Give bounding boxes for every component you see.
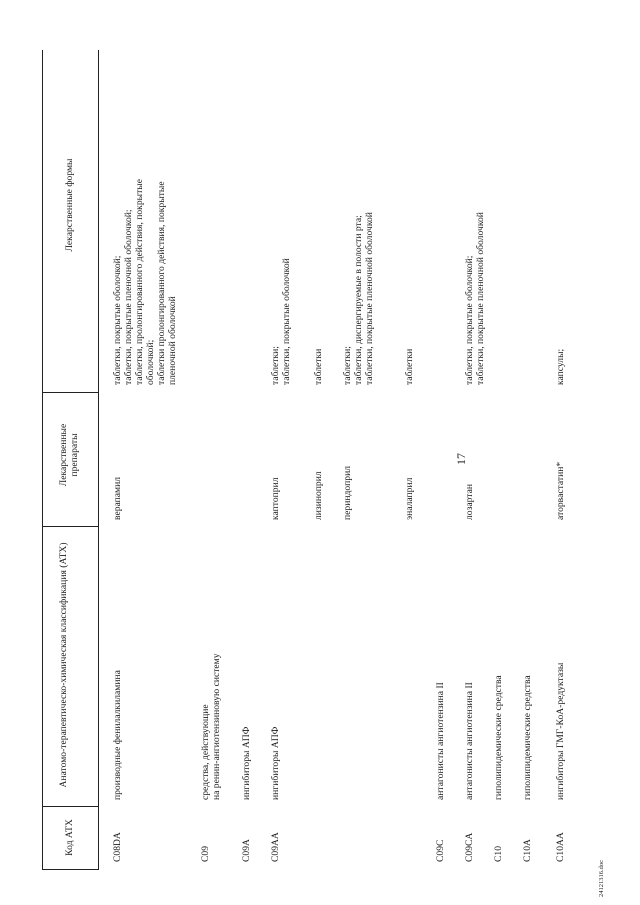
class-c10a: гиполипидемические средства [522,675,533,800]
col-divider-4 [42,392,99,393]
drug-lisinopril: лизиноприл [313,471,324,520]
code-c09a: C09A [241,839,252,862]
form-line: капсулы; [555,348,566,385]
table-top-border [42,50,43,870]
code-c09aa: C09AA [270,832,281,862]
class-c09ca: антагонисты ангиотензина II [464,682,475,800]
header-forms: Лекарственные формы [64,158,75,252]
class-c09-cont: на ренин-ангиотензиновую систему [211,653,222,800]
class-c10: гиполипидемические средства [493,675,504,800]
col-divider-2 [42,806,99,807]
code-c10: C10 [493,846,504,862]
code-c09: C09 [200,846,211,862]
drug-verapamil: верапамил [112,476,123,520]
class-c09aa: ингибиторы АПФ [270,726,281,800]
form-line: таблетки, пролонгированного действия, покрытые [134,179,145,385]
form-line: таблетки, диспергируемые в полости рта; [353,215,364,385]
form-line: таблетки, покрытые пленочной оболочкой; [123,209,134,385]
code-c10a: C10A [522,839,533,862]
form-line: таблетки, покрытые оболочкой; [112,255,123,385]
header-drugs: Лекарственные препараты [58,423,80,487]
col-divider-1 [42,869,99,870]
class-c09a: ингибиторы АПФ [241,726,252,800]
form-line: оболочкой; [145,339,156,385]
drug-atorvastatin: аторвастатин* [555,461,566,520]
header-code: Код АТХ [64,819,75,856]
code-c10aa: C10AA [555,832,566,862]
class-c09: средства, действующие [200,704,211,800]
drug-enalapril: эналаприл [404,477,415,520]
form-line: таблетки, покрытые оболочкой; [464,255,475,385]
footer-filename: 24121316.doc [598,859,605,897]
class-c10aa: ингибиторы ГМГ-КоА-редуктазы [555,662,566,800]
form-line: таблетки; [342,346,353,385]
form-line: пленочной оболочкой [167,296,178,385]
form-line: таблетки, покрытые пленочной оболочкой [475,212,486,385]
drug-losartan: лозартан [464,483,475,520]
code-c09ca: C09CA [464,832,475,862]
form-line: таблетки, покрытые пленочной оболочкой [364,212,375,385]
form-line: таблетки, покрытые оболочкой [281,258,292,385]
page-number: 17 [454,453,468,465]
code-c09c: C09C [435,839,446,862]
col-divider-3 [42,526,99,527]
form-line: таблетки; [270,346,281,385]
drug-captopril: каптоприл [270,477,281,520]
class-c09c: антагонисты ангиотензина II [435,682,446,800]
code-c08da: C08DA [112,832,123,862]
form-line: таблетки [313,348,324,385]
class-c08da: производные фенилалкиламина [112,670,123,800]
form-line: таблетки пролонгированного действия, покрытые [156,181,167,385]
header-class: Анатомо-терапевтическо-химическая классификация (АТХ) [58,542,69,788]
header-bottom-border [98,50,99,870]
drug-perindopril: периндоприл [342,466,353,520]
form-line: таблетки [404,348,415,385]
